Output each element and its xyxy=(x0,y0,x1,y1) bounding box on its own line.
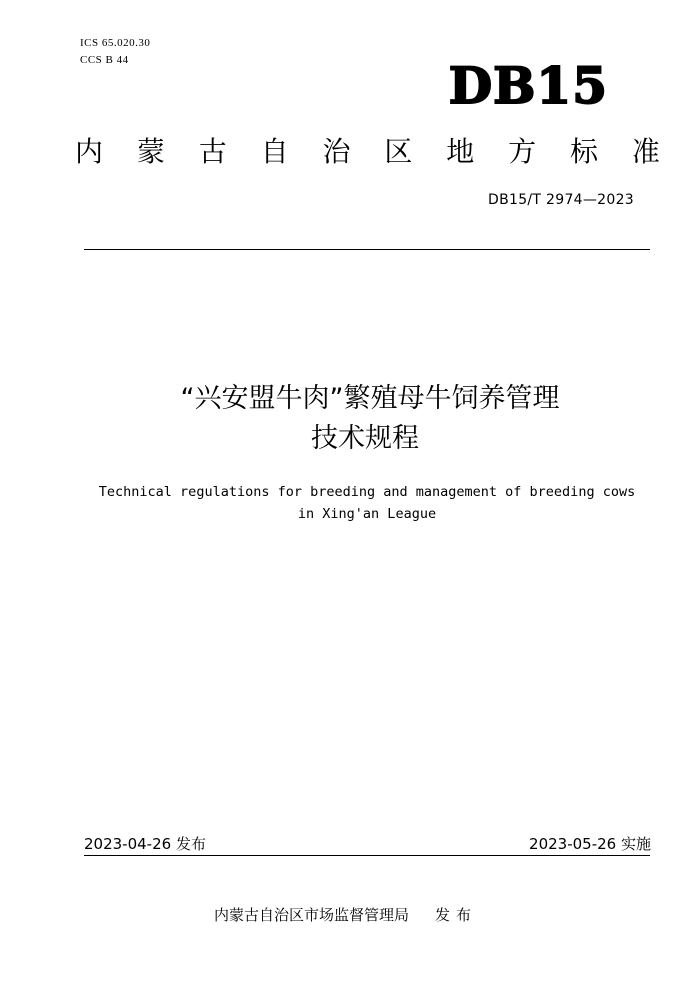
title-chinese-line-2: 技术规程 xyxy=(311,423,419,454)
standard-category-char: 标 xyxy=(570,135,599,168)
title-english-line-2: in Xing'an League xyxy=(297,506,437,522)
issuer-line xyxy=(214,904,477,926)
title-chinese-line-1: “兴安盟牛肉”繁殖母牛饲养管理 xyxy=(180,383,560,414)
standard-category-char: 古 xyxy=(198,135,227,168)
implementation-date: 2023-05-26 实施 xyxy=(529,835,651,853)
standard-category-char: 地 xyxy=(446,135,475,168)
standard-category-char: 内 xyxy=(75,135,104,168)
standard-category-char: 方 xyxy=(508,135,537,168)
standard-category-title xyxy=(75,130,660,174)
header-divider xyxy=(84,249,650,250)
standard-category-char: 蒙 xyxy=(136,135,165,168)
ccs-code: CCS B 44 xyxy=(80,54,129,66)
issuer-label: 发布 xyxy=(435,906,478,924)
standard-category-char: 准 xyxy=(631,135,660,168)
footer-divider xyxy=(84,855,650,856)
standard-category-char: 自 xyxy=(260,135,289,168)
title-english-line-1: Technical regulations for breeding and management of breeding cows xyxy=(98,484,636,500)
standard-category-char: 治 xyxy=(322,135,351,168)
issue-date: 2023-04-26 发布 xyxy=(84,835,206,853)
standard-number: DB15/T 2974—2023 xyxy=(488,192,634,208)
db15-logo: DB15 xyxy=(448,56,608,115)
issuer-name: 内蒙古自治区市场监督管理局 xyxy=(214,906,410,924)
ics-code: ICS 65.020.30 xyxy=(80,37,151,49)
standard-category-char: 区 xyxy=(384,135,413,168)
